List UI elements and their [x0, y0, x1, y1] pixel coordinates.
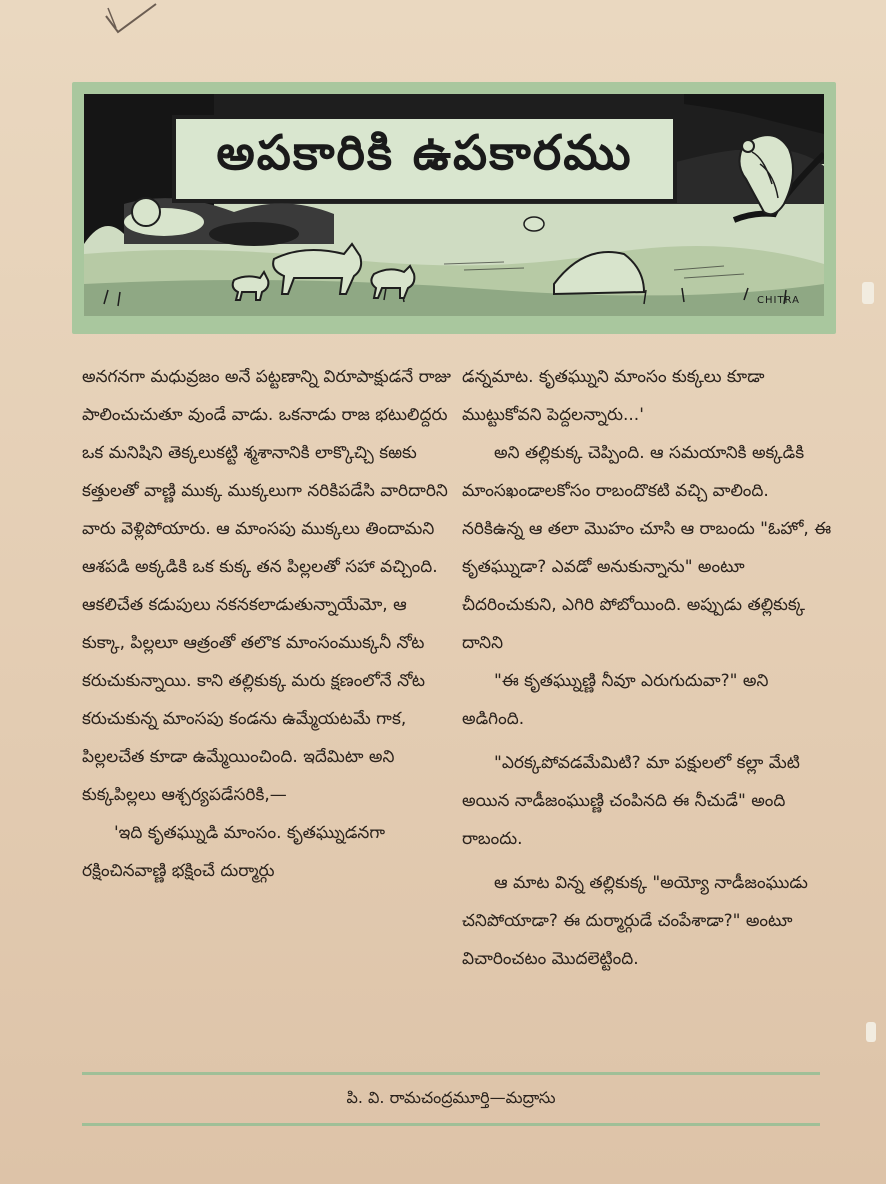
- paragraph: ఆ మాట విన్న తల్లికుక్క "అయ్యో నాడీజంఘుడు చనిపోయాడా? ఈ దుర్మార్గుడే చంపేశాడా?" అంటూ విచారించటం మొదలెట్టింది.: [462, 873, 808, 969]
- paragraph: అని తల్లికుక్క చెప్పింది. ఆ సమయానికి అక్కడికి మాంసఖండాలకోసం రాబందొకటి వచ్చి వాలింది. నరికిఉన్న ఆ తలా మొహం చూసి ఆ రాబందు "ఓహో, ఈ కృతఘ్నుడా? ఎవడో అనుకున్నాను" అంటూ చీదరించుకుని, ఎగిరి పోబోయింది. అప్పుడు తల్లికుక్క దానిని: [462, 443, 832, 653]
- paper-tear: [866, 1022, 876, 1042]
- paragraph: "ఈ కృతఘ్నుణ్ణి నీవూ ఎరుగుదువా?" అని అడిగింది.: [462, 671, 769, 729]
- paper-tear: [862, 282, 874, 304]
- pencil-tick-mark: [96, 2, 166, 40]
- divider-rule: [82, 1072, 820, 1075]
- artist-signature: CHITRA: [757, 295, 800, 306]
- right-text-column: [462, 358, 834, 978]
- paragraph: డన్నమాట. కృతఘ్నుని మాంసం కుక్కలు కూడా ముట్టుకోవని పెద్దలన్నారు...': [462, 367, 765, 425]
- story-title-box: [172, 115, 677, 203]
- paragraph: "ఎరక్కపోవడమేమిటి? మా పక్షులలో కల్లా మేటి అయిన నాడీజంఘుణ్ణి చంపినది ఈ నీచుడే" అంది రాబందు.: [462, 753, 800, 849]
- story-title: అపకారికి ఉపకారము: [216, 125, 633, 181]
- paragraph: అనగనగా మధువ్రజం అనే పట్టణాన్ని విరూపాక్షుడనే రాజు పాలించుచుతూ వుండే వాడు. ఒకనాడు రాజ భటులిద్దరు ఒక మనిషిని తెక్కలుకట్టి శ్మశానానికి లాక్కొచ్చి కఱకు కత్తులతో వాణ్ణి ముక్క ముక్కలుగా నరికిపడేసి వారిదారిని వారు వెళ్లిపోయారు. ఆ మాంసపు ముక్కలు తిందామని ఆశపడి అక్కడికి ఒక కుక్క తన పిల్లలతో సహా వచ్చింది. ఆకలిచేత కడుపులు నకనకలాడుతున్నాయేమో, ఆ కుక్కా, పిల్లలూ ఆత్రంతో తలొక మాంసంముక్కనీ నోట కరుచుకున్నాయి. కాని తల్లికుక్క మరు క్షణంలోనే నోట కరుచుకున్న మాంసపు కండను ఉమ్మేయటమే గాక, పిల్లలచేత కూడా ఉమ్మేయించింది. ఇదేమిటా అని కుక్కపిల్లలు ఆశ్చర్యపడేసరికి,—: [82, 367, 451, 805]
- author-byline: పి. వి. రామచంద్రమూర్తి—మద్రాసు: [346, 1088, 556, 1107]
- left-text-column: [82, 358, 454, 890]
- paragraph: 'ఇది కృతఘ్నుడి మాంసం. కృతఘ్నుడనగా రక్షించినవాణ్ణి భక్షించే దుర్మార్గు: [82, 823, 385, 881]
- divider-rule: [82, 1123, 820, 1126]
